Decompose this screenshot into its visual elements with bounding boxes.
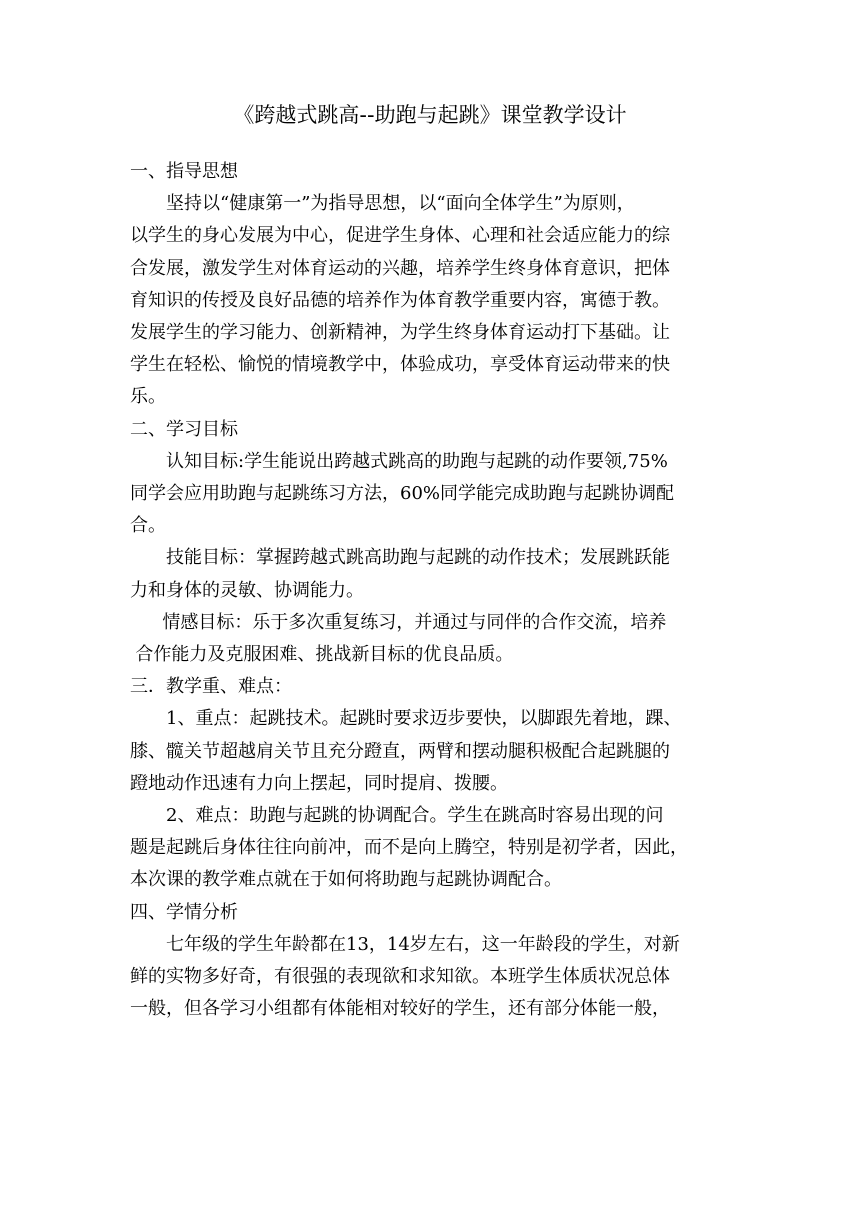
text-line: 鲜的实物多好奇，有很强的表现欲和求知欲。本班学生体质状况总体 — [130, 966, 670, 988]
text-line: 膝、髋关节超越肩关节且充分蹬直，两臂和摆动腿积极配合起跳腿的 — [130, 740, 670, 762]
document-body — [130, 156, 730, 1025]
section-heading-learner-analysis: 四、学情分析 — [130, 901, 238, 923]
paragraph-skill-goal — [130, 542, 730, 606]
paragraph-learner-analysis — [130, 929, 730, 1026]
paragraph-difficult-point — [130, 800, 730, 897]
paragraph-key-point — [130, 703, 730, 800]
text-line: 力和身体的灵敏、协调能力。 — [130, 579, 364, 601]
text-line: 蹬地动作迅速有力向上摆起，同时提肩、拨腰。 — [130, 772, 508, 794]
text-line: 合。 — [130, 515, 166, 537]
text-line: 合发展，激发学生对体育运动的兴趣，培养学生终身体育意识，把体 — [130, 257, 670, 279]
text-line: 情感目标：乐于多次重复练习，并通过与同伴的合作交流，培养 — [162, 611, 667, 633]
text-line: 2、难点：助跑与起跳的协调配合。学生在跳高时容易出现的问 — [166, 805, 664, 827]
section-heading-key-points: 三．教学重、难点： — [130, 676, 292, 698]
text-line: 七年级的学生年龄都在13，14岁左右，这一年龄段的学生，对新 — [166, 933, 680, 955]
text-line: 一般，但各学习小组都有体能相对较好的学生，还有部分体能一般， — [130, 998, 670, 1020]
section-heading-guiding-ideology: 一、指导思想 — [130, 161, 238, 182]
text-line: 题是起跳后身体往往向前冲，而不是向上腾空，特别是初学者，因此， — [130, 837, 688, 859]
document-title: 《跨越式跳高--助跑与起跳》课堂教学设计 — [233, 103, 627, 127]
text-line: 坚持以“健康第一”为指导思想，以“面向全体学生”为原则， — [166, 193, 635, 215]
paragraph-cognitive-goal — [130, 446, 730, 543]
text-line: 发展学生的学习能力、创新精神，为学生终身体育运动打下基础。让 — [130, 322, 670, 344]
text-line: 技能目标：掌握跨越式跳高助跑与起跳的动作技术；发展跳跃能 — [166, 547, 670, 569]
text-line: 以学生的身心发展为中心，促进学生身体、心理和社会适应能力的综 — [130, 225, 670, 247]
section-heading-learning-goals: 二、学习目标 — [130, 418, 238, 440]
text-line: 学生在轻松、愉悦的情境教学中，体验成功，享受体育运动带来的快 — [130, 354, 670, 376]
paragraph-affective-goal — [130, 607, 730, 671]
text-line: 乐。 — [130, 386, 166, 408]
text-line: 1、重点：起跳技术。起跳时要求迈步要快，以脚跟先着地，踝、 — [166, 708, 682, 730]
text-line: 合作能力及克服困难、挑战新目标的优良品质。 — [135, 644, 514, 666]
text-line: 同学会应用助跑与起跳练习方法，60%同学能完成助跑与起跳协调配 — [130, 483, 675, 505]
paragraph-guiding-ideology — [130, 188, 730, 413]
text-line: 认知目标:学生能说出跨越式跳高的助跑与起跳的动作要领,75% — [166, 450, 668, 472]
text-line: 育知识的传授及良好品德的培养作为体育教学重要内容，寓德于教。 — [130, 289, 670, 311]
text-line: 本次课的教学难点就在于如何将助跑与起跳协调配合。 — [130, 869, 562, 891]
